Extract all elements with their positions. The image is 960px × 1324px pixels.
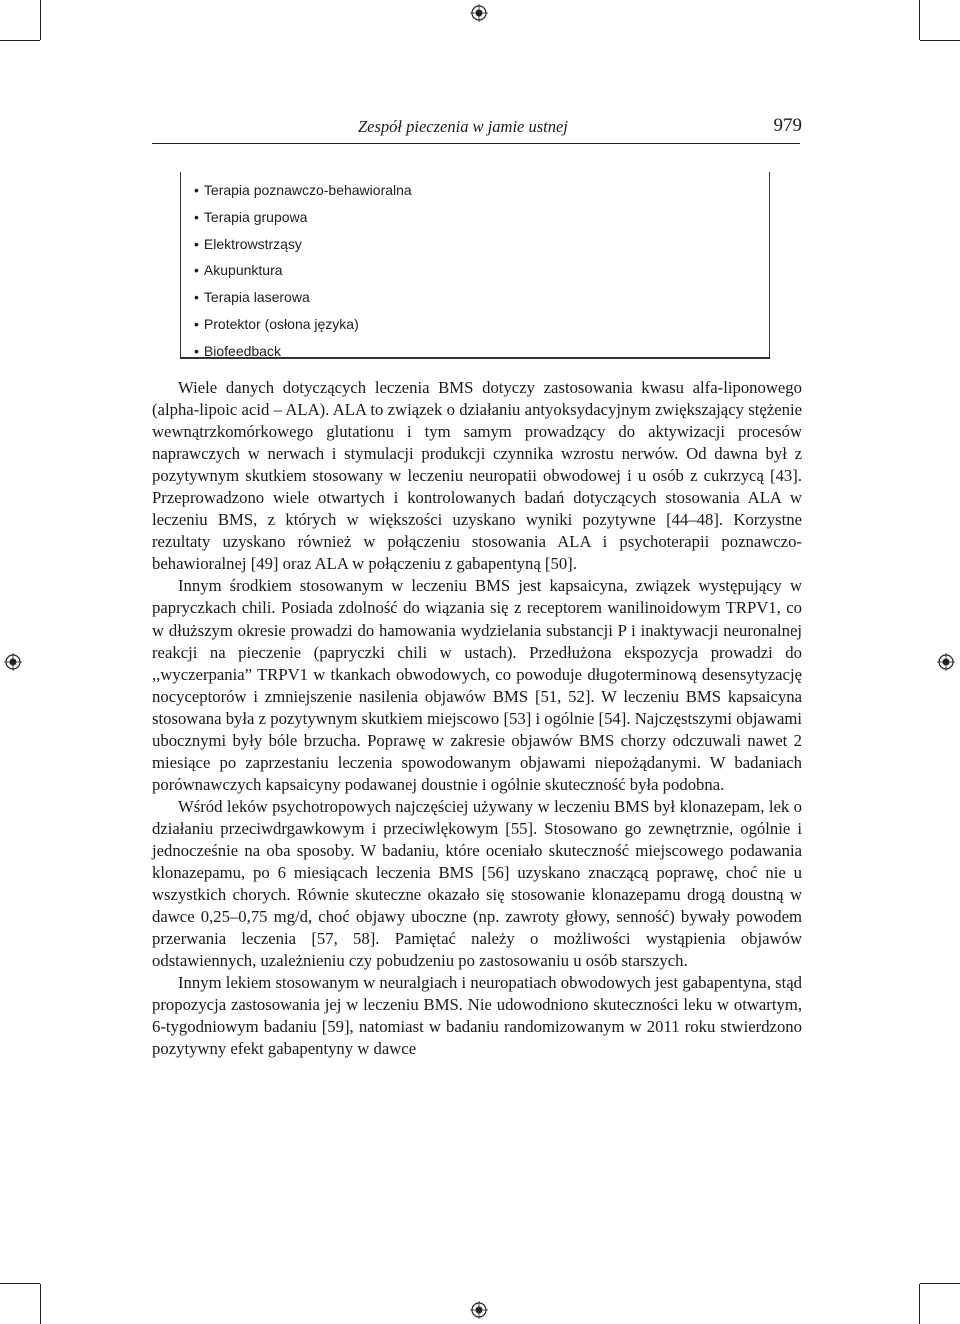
- page-number: 979: [773, 115, 802, 136]
- registration-mark-icon: [470, 1301, 488, 1319]
- crop-mark: [0, 40, 40, 41]
- crop-mark: [40, 0, 41, 40]
- crop-mark: [40, 1284, 41, 1324]
- paragraph: Wiele danych dotyczących leczenia BMS dotyczy zastosowania kwasu alfa-liponowego (alpha-lipoic acid – ALA). ALA to związek o działaniu antyoksydacyjnym zwiększający stężenie wewnątrzkomórkowego glutationu i tym samym prowadzący do aktywizacji procesów naprawczych w nerwach i stymulacji produkcji czynnika wzrostu nerwów. Od dawna był z pozytywnym skutkiem stosowany w leczeniu neuropatii obwodowej i u osób z cukrzycą [43]. Przeprowadzono wiele otwartych i kontrolowanych badań dotyczących stosowania ALA w leczeniu BMS, z których w większości uzyskano wyniki pozytywne [44–48]. Korzystne rezultaty uzyskano również w połączeniu stosowania ALA i psychoterapii poznawczo-behawioralnej [49] oraz ALA w połączeniu z gabapentyną [50].: [152, 378, 802, 574]
- paragraph: Innym środkiem stosowanym w leczeniu BMS jest kapsaicyna, związek występujący w papryczkach chili. Posiada zdolność do wiązania się z receptorem wanilinoidowym TRPV1, co w dłuższym okresie prowadzi do hamowania wydzielania substancji P i inaktywacji neuronalnej reakcji na pieczenie (papryczki chili w ustach). Przedłużona ekspozycja prowadzi do ,,wyczerpania” TRPV1 w tkankach obwodowych, co powoduje długoterminową desensytyzację nocyceptorów i zmniejszenie nasilenia objawów BMS [51, 52]. W leczeniu BMS kapsaicyna stosowana była z pozytywnym skutkiem miejscowo [53] i ogólnie [54]. Najczęstszymi objawami ubocznymi były bóle brzucha. Poprawę w zakresie objawów BMS chorzy odczuwali nawet 2 miesiące po zaprzestaniu leczenia spowodowanym objawami niepożądanymi. W badaniach porównawczych kapsaicyny podawanej doustnie i ogólnie skuteczność była podobna.: [152, 576, 802, 794]
- list-item: • Terapia laserowa: [194, 284, 412, 311]
- list-item: • Biofeedback: [194, 338, 412, 365]
- paragraph: Innym lekiem stosowanym w neuralgiach i neuropatiach obwodowych jest gabapentyna, stąd propozycja zastosowania jej w leczeniu BMS. Nie udowodniono skuteczności leku w otwartym, 6-tygodniowym badaniu [59], natomiast w badaniu randomizowanym w 2011 roku stwierdzono pozytywny efekt gabapentyny w dawce: [152, 973, 802, 1059]
- registration-mark-icon: [4, 653, 22, 671]
- crop-mark: [920, 40, 960, 41]
- list-item: • Terapia poznawczo-behawioralna: [194, 177, 412, 204]
- body-text: [152, 377, 802, 1060]
- list-item: • Terapia grupowa: [194, 204, 412, 231]
- crop-mark: [0, 1283, 40, 1284]
- registration-mark-icon: [937, 653, 955, 671]
- crop-mark: [920, 1283, 960, 1284]
- running-header: [152, 113, 800, 144]
- crop-mark: [919, 0, 920, 40]
- list-item: • Akupunktura: [194, 257, 412, 284]
- list-item: • Protektor (osłona języka): [194, 311, 412, 338]
- paragraph: Wśród leków psychotropowych najczęściej używany w leczeniu BMS był klonazepam, lek o działaniu przeciwdrgawkowym i przeciwlękowym [55]. Stosowano go zewnętrznie, ogólnie i jednocześnie na oba sposoby. W badaniu, które oceniało skuteczność miejscowego podawania klonazepamu, po 6 miesiącach leczenia BMS [56] uzyskano znaczącą poprawę, choć nie u wszystkich chorych. Równie skuteczne okazało się stosowanie klonazepamu drogą doustną w dawce 0,25–0,75 mg/d, choć objawy uboczne (np. zawroty głowy, senność) bywały powodem przerwania leczenia [57, 58]. Pamiętać należy o możliwości wystąpienia objawów odstawiennych, uzależnieniu czy pobudzeniu po zastosowaniu u osób starszych.: [152, 796, 802, 971]
- therapy-list: [194, 177, 412, 365]
- registration-mark-icon: [470, 4, 488, 22]
- crop-mark: [919, 1284, 920, 1324]
- list-item: • Elektrowstrząsy: [194, 231, 412, 258]
- running-title: Zespół pieczenia w jamie ustnej: [358, 117, 568, 136]
- therapy-list-box: [180, 172, 770, 359]
